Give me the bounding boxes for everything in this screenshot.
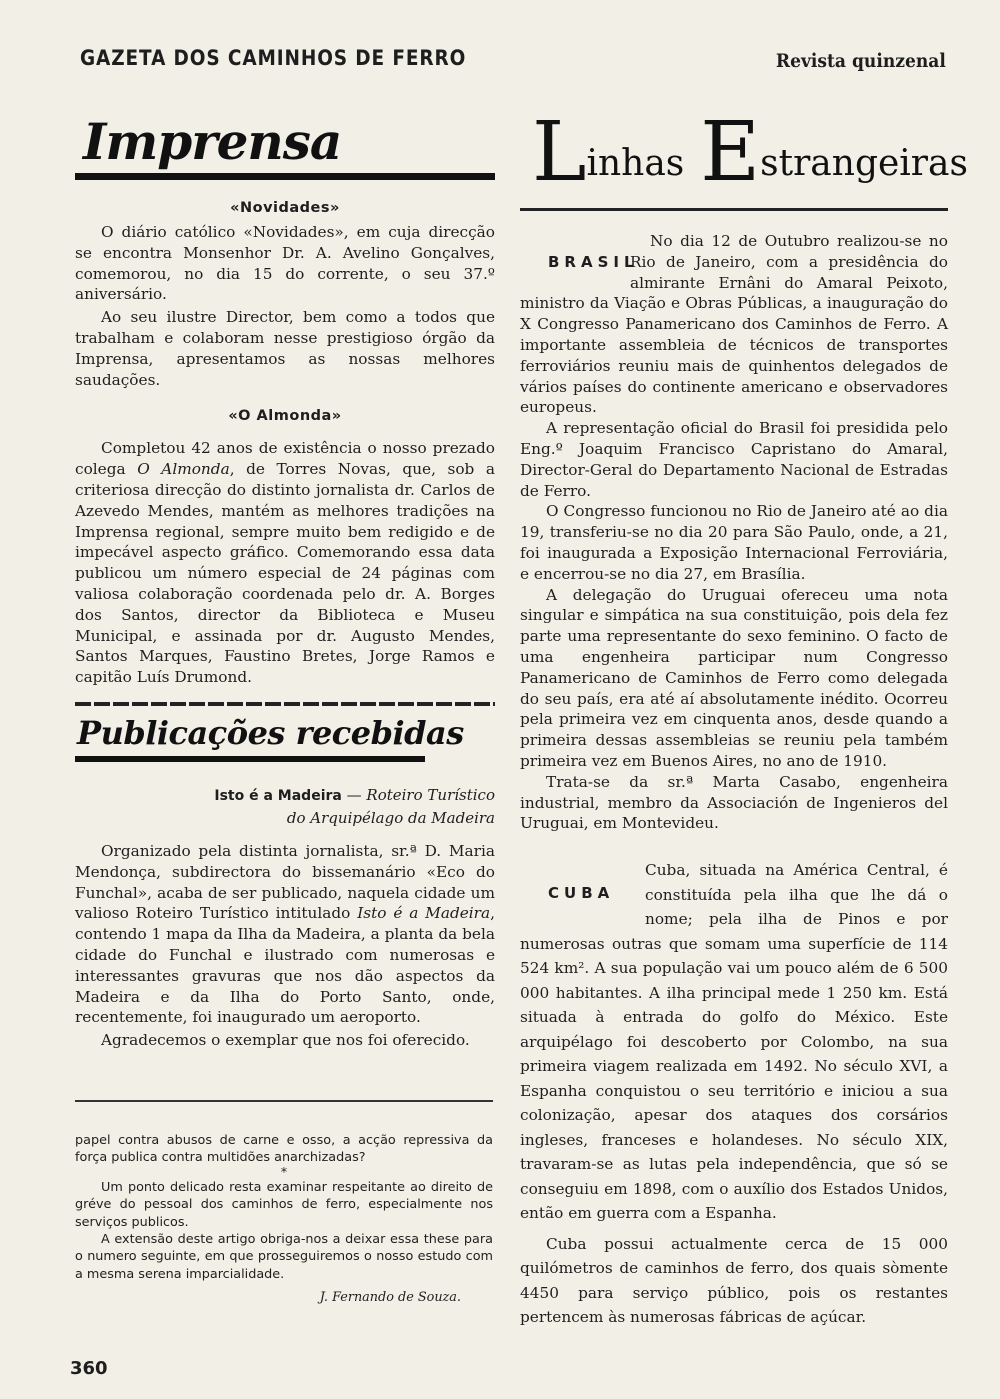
brasil-section xyxy=(520,231,948,834)
brasil-paragraph-2: A representação oficial do Brasil foi presidida pelo Eng.º Joaquim Francisco Capristano do Amaral, Director-Geral do Departamento Nacional de Estradas de Ferro. xyxy=(520,419,948,500)
publicacoes-paragraph-1 xyxy=(75,841,495,1028)
publicacoes-title: Publicações recebidas xyxy=(77,713,464,752)
imprensa-title-bar xyxy=(75,173,495,180)
publicacoes-text-a: Organizado pela distinta jornalista, sr.ª D. Maria Mendonça, subdirectora do bissemanário «Eco do Funchal», acaba de ser publicado, naquela cidade um valioso Roteiro Turístico intitulado xyxy=(75,841,495,923)
cuba-tag: CUBA xyxy=(548,884,615,903)
brasil-tag: BRASIL xyxy=(548,253,639,271)
page-number: 360 xyxy=(70,1358,108,1379)
masthead-title: GAZETA DOS CAMINHOS DE FERRO xyxy=(80,46,467,70)
publication-name: Isto é a Madeira xyxy=(214,787,342,804)
linhas-title xyxy=(532,105,968,200)
footnote-paragraph-1: papel contra abusos de carne e osso, a acção repressiva da força publica contra multidões anarchizadas? xyxy=(75,1133,493,1166)
linhas-title-initial-e: E xyxy=(700,105,761,200)
left-column xyxy=(75,108,495,1051)
linhas-title-word-2: strangeiras xyxy=(760,143,968,184)
cuba-paragraph-2: Cuba possui actualmente cerca de 15 000 quilómetros de caminhos de ferro, dos quais sòmente 4450 para serviço público, pois os restantes pertencem às numerosas fábricas de açúcar. xyxy=(520,1234,948,1327)
publication-dash: — xyxy=(341,785,367,804)
footnote-signature: J. Fernando de Souza. xyxy=(319,1290,461,1306)
imprensa-title: Imprensa xyxy=(83,112,342,171)
brasil-paragraph-3: O Congresso funcionou no Rio de Janeiro até ao dia 19, transferiu-se no dia 20 para São Paulo, onde, a 21, foi inaugurada a Exposição Internacional Ferroviária, e encerrou-se no dia 27, em Brasília. xyxy=(520,502,948,583)
publicacoes-title-bar xyxy=(75,756,425,762)
publication-reference xyxy=(75,784,495,829)
linhas-title-rule xyxy=(520,208,948,211)
brasil-paragraph-4: A delegação do Uruguai ofereceu uma nota singular e simpática na sua constituição, pois dela fez parte uma representante do sexo feminino. O facto de uma engenheira participar num Congresso Panamericano de Caminhos de Ferro como delegada do seu país, era até aí absolutamente inédito. Ocorreu pela primeira vez em cinquenta anos, desde quando a primeira dessas assembleias se reuniu pela também primeira vez em Buenos Aires, no ano de 1910. xyxy=(520,585,948,770)
novidades-paragraph-2: Ao seu ilustre Director, bem como a todos que trabalham e colaboram nesse prestigioso órgão da Imprensa, apresentamos as nossas melhores saudações. xyxy=(75,308,495,389)
linhas-title-initial-l: L xyxy=(532,105,587,200)
brasil-paragraph-5: Trata-se da sr.ª Marta Casabo, engenheira industrial, membro da Associación de Ingenieros del Uruguai, em Montevideu. xyxy=(520,772,948,833)
almonda-text-b: , de Torres Novas, que, sob a criteriosa direcção do distinto jornalista dr. Carlos de Azevedo Mendes, mantém as melhores tradições na Imprensa regional, sempre muito bem redigido e de impecável aspecto gráfico. Comemorando essa data publicou um número especial de 24 páginas com valiosa colaboração coordenada pelo dr. A. Borges dos Santos, director da Biblioteca e Museu Municipal, e assinada por dr. Augusto Mendes, Santos Marques, Faustino Bretes, Jorge Ramos e capitão Luís Drumond. xyxy=(75,460,496,687)
publication-subtitle: Roteiro Turístico do Arquipélago da Madeira xyxy=(286,785,495,827)
linhas-title-word-1: inhas xyxy=(586,143,685,184)
masthead-subtitle: Revista quinzenal xyxy=(775,50,946,72)
publicacoes-italic: Isto é a Madeira xyxy=(357,904,491,923)
footnote-asterisk: * xyxy=(280,1164,288,1180)
cuba-section xyxy=(520,858,948,1330)
footnote-rule xyxy=(75,1100,493,1102)
almonda-heading: «O Almonda» xyxy=(228,408,342,425)
cuba-paragraph-1: Cuba, situada na América Central, é constituída pela ilha que lhe dá o nome; pela ilha de Pinos e por numerosas outras que somam uma superfície de 114 524 km². A sua população vai um pouco além de 6 500 000 habitantes. A ilha principal mede 1 250 km. Está situada à entrada do golfo do México. Este arquipélago foi descoberto por Colombo, na sua primeira viagem realizada em 1492. No século XVI, a Espanha conquistou o seu território e iniciou a sua colonização, apesar dos ataques dos corsários ingleses, franceses e holandeses. No século XIX, travaram-se as lutas pela independência, que só se conseguiu em 1898, com o auxílio dos Estados Unidos, então em guerra com a Espanha. xyxy=(520,861,948,1223)
almonda-italic: O Almonda xyxy=(137,460,230,479)
publicacoes-text-b: , contendo 1 mapa da Ilha da Madeira, a planta da bela cidade do Funchal e ilustrado com numerosas e interessantes gravuras que nos dão aspectos da Madeira e da Ilha do Porto Santo, onde, recentemente, foi inaugurado um aeroporto. xyxy=(75,904,495,1027)
right-column xyxy=(520,105,968,1330)
footnote-block xyxy=(75,1132,493,1307)
novidades-paragraph-1: O diário católico «Novidades», em cuja direcção se encontra Monsenhor Dr. A. Avelino Gonçalves, comemorou, no dia 15 do corrente, o seu 37.º aniversário. xyxy=(75,223,495,304)
brasil-paragraph-1: No dia 12 de Outubro realizou-se no Rio de Janeiro, com a presidência do almirante Ernâni do Amaral Peixoto, ministro da Viação e Obras Públicas, a inauguração do X Congresso Panamericano dos Caminhos de Ferro. A importante assembleia de técnicos de transportes ferroviários reuniu mais de quinhentos delegados de vários países do continente americano e observadores europeus. xyxy=(520,232,948,417)
footnote-paragraph-3: A extensão deste artigo obriga-nos a deixar essa these para o numero seguinte, em que prosseguiremos o nosso estudo com a mesma serena imparcialidade. xyxy=(75,1232,493,1282)
almonda-text-a: Completou 42 anos de existência o nosso prezado colega xyxy=(75,439,495,479)
publicacoes-paragraph-2: Agradecemos o exemplar que nos foi oferecido. xyxy=(101,1031,470,1050)
section-divider xyxy=(75,702,495,706)
almonda-paragraph xyxy=(75,438,495,688)
footnote-paragraph-2: Um ponto delicado resta examinar respeitante ao direito de gréve do pessoal dos caminhos de ferro, especialmente nos serviços publicos. xyxy=(75,1179,493,1230)
novidades-heading: «Novidades» xyxy=(230,200,340,216)
